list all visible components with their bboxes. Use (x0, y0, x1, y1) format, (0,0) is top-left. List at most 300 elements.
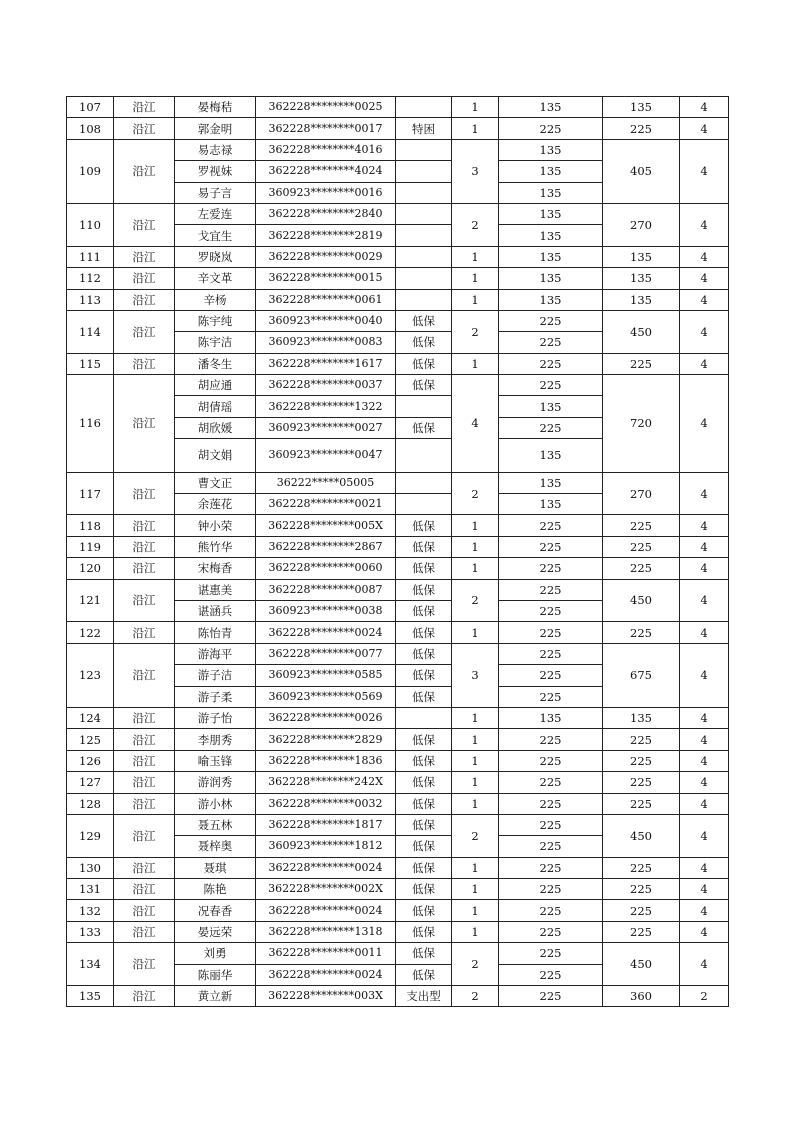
household-number-cell: 116 (67, 375, 114, 473)
household-size-cell: 1 (452, 353, 499, 374)
assistance-type-cell (396, 268, 452, 289)
member-name-cell: 谌惠美 (175, 579, 256, 600)
member-standard-cell: 135 (499, 139, 603, 160)
member-standard-cell: 135 (499, 707, 603, 728)
table-row (67, 622, 729, 643)
months-cell: 4 (680, 139, 729, 203)
member-standard-cell: 225 (499, 622, 603, 643)
assistance-type-cell: 支出型 (396, 986, 452, 1007)
household-total-cell: 225 (603, 622, 680, 643)
member-name-cell: 聂梓奥 (175, 836, 256, 857)
assistance-type-cell (396, 246, 452, 267)
table-row (67, 289, 729, 310)
months-cell: 4 (680, 750, 729, 771)
household-total-cell: 450 (603, 943, 680, 986)
table-row (67, 246, 729, 267)
member-name-cell: 辛文革 (175, 268, 256, 289)
assistance-type-cell (396, 225, 452, 246)
member-name-cell: 游子柔 (175, 686, 256, 707)
household-size-cell: 2 (452, 203, 499, 246)
member-name-cell: 况春香 (175, 900, 256, 921)
area-cell: 沿江 (114, 729, 175, 750)
assistance-type-cell: 低保 (396, 579, 452, 600)
id-number-cell: 362228********0026 (256, 707, 396, 728)
household-total-cell: 270 (603, 472, 680, 515)
member-standard-cell: 225 (499, 558, 603, 579)
area-cell: 沿江 (114, 289, 175, 310)
months-cell: 4 (680, 558, 729, 579)
table-row (67, 268, 729, 289)
household-total-cell: 225 (603, 793, 680, 814)
household-total-cell: 225 (603, 515, 680, 536)
member-standard-cell: 135 (499, 161, 603, 182)
member-standard-cell: 225 (499, 417, 603, 438)
household-total-cell: 675 (603, 643, 680, 707)
household-number-cell: 111 (67, 246, 114, 267)
household-size-cell: 2 (452, 310, 499, 353)
member-name-cell: 晏远荣 (175, 921, 256, 942)
id-number-cell: 362228********1318 (256, 921, 396, 942)
area-cell: 沿江 (114, 921, 175, 942)
member-standard-cell: 225 (499, 515, 603, 536)
household-number-cell: 133 (67, 921, 114, 942)
household-total-cell: 135 (603, 246, 680, 267)
area-cell: 沿江 (114, 643, 175, 707)
member-standard-cell: 225 (499, 353, 603, 374)
household-size-cell: 1 (452, 793, 499, 814)
household-number-cell: 118 (67, 515, 114, 536)
household-size-cell: 1 (452, 515, 499, 536)
household-total-cell: 225 (603, 750, 680, 771)
member-standard-cell: 135 (499, 268, 603, 289)
id-number-cell: 362228********242X (256, 772, 396, 793)
months-cell: 4 (680, 622, 729, 643)
assistance-type-cell: 低保 (396, 750, 452, 771)
id-number-cell: 362228********1817 (256, 814, 396, 835)
member-name-cell: 易子言 (175, 182, 256, 203)
member-name-cell: 罗晓岚 (175, 246, 256, 267)
assistance-type-cell: 低保 (396, 729, 452, 750)
household-number-cell: 109 (67, 139, 114, 203)
table-row (67, 986, 729, 1007)
household-total-cell: 135 (603, 289, 680, 310)
member-name-cell: 晏梅秸 (175, 97, 256, 118)
member-name-cell: 李朋秀 (175, 729, 256, 750)
member-standard-cell: 135 (499, 289, 603, 310)
member-standard-cell: 225 (499, 857, 603, 878)
assistance-type-cell: 低保 (396, 964, 452, 985)
area-cell: 沿江 (114, 793, 175, 814)
area-cell: 沿江 (114, 472, 175, 515)
member-standard-cell: 225 (499, 943, 603, 964)
id-number-cell: 362228********0024 (256, 900, 396, 921)
household-number-cell: 126 (67, 750, 114, 771)
member-name-cell: 黄立新 (175, 986, 256, 1007)
months-cell: 4 (680, 943, 729, 986)
member-name-cell: 聂琪 (175, 857, 256, 878)
table-row (67, 793, 729, 814)
member-name-cell: 易志禄 (175, 139, 256, 160)
relief-roster-table (66, 96, 729, 1007)
household-number-cell: 120 (67, 558, 114, 579)
table-row (67, 943, 729, 964)
months-cell: 4 (680, 921, 729, 942)
months-cell: 4 (680, 793, 729, 814)
household-number-cell: 108 (67, 118, 114, 139)
id-number-cell: 362228********4016 (256, 139, 396, 160)
area-cell: 沿江 (114, 986, 175, 1007)
member-standard-cell: 225 (499, 600, 603, 621)
household-size-cell: 1 (452, 246, 499, 267)
id-number-cell: 362228********0029 (256, 246, 396, 267)
table-row (67, 118, 729, 139)
household-number-cell: 128 (67, 793, 114, 814)
area-cell: 沿江 (114, 814, 175, 857)
id-number-cell: 360923********0047 (256, 439, 396, 472)
member-name-cell: 陈宇纯 (175, 310, 256, 331)
household-number-cell: 135 (67, 986, 114, 1007)
member-name-cell: 余莲花 (175, 494, 256, 515)
assistance-type-cell: 低保 (396, 772, 452, 793)
member-name-cell: 陈艳 (175, 879, 256, 900)
id-number-cell: 362228********0024 (256, 622, 396, 643)
id-number-cell: 362228********002X (256, 879, 396, 900)
area-cell: 沿江 (114, 900, 175, 921)
member-standard-cell: 225 (499, 643, 603, 664)
assistance-type-cell (396, 439, 452, 472)
member-standard-cell: 225 (499, 310, 603, 331)
member-standard-cell: 135 (499, 396, 603, 417)
months-cell: 4 (680, 268, 729, 289)
household-size-cell: 1 (452, 772, 499, 793)
area-cell: 沿江 (114, 139, 175, 203)
household-size-cell: 1 (452, 118, 499, 139)
household-total-cell: 225 (603, 729, 680, 750)
id-number-cell: 360923********0585 (256, 665, 396, 686)
id-number-cell: 362228********0024 (256, 857, 396, 878)
table-row (67, 772, 729, 793)
assistance-type-cell (396, 494, 452, 515)
member-name-cell: 曹文正 (175, 472, 256, 493)
months-cell: 4 (680, 814, 729, 857)
household-total-cell: 225 (603, 353, 680, 374)
id-number-cell: 360923********1812 (256, 836, 396, 857)
assistance-type-cell: 低保 (396, 515, 452, 536)
member-standard-cell: 225 (499, 986, 603, 1007)
table-row (67, 310, 729, 331)
table-row (67, 558, 729, 579)
assistance-type-cell (396, 203, 452, 224)
months-cell: 4 (680, 353, 729, 374)
household-size-cell: 2 (452, 943, 499, 986)
household-total-cell: 135 (603, 707, 680, 728)
assistance-type-cell: 特困 (396, 118, 452, 139)
months-cell: 4 (680, 97, 729, 118)
household-total-cell: 720 (603, 375, 680, 473)
assistance-type-cell: 低保 (396, 622, 452, 643)
id-number-cell: 360923********0040 (256, 310, 396, 331)
member-name-cell: 喻玉锋 (175, 750, 256, 771)
months-cell: 4 (680, 857, 729, 878)
member-name-cell: 谌涵兵 (175, 600, 256, 621)
household-total-cell: 225 (603, 857, 680, 878)
table-row (67, 536, 729, 557)
member-name-cell: 刘勇 (175, 943, 256, 964)
table-body (67, 97, 729, 1007)
months-cell: 4 (680, 289, 729, 310)
member-standard-cell: 225 (499, 686, 603, 707)
months-cell: 4 (680, 536, 729, 557)
table-row (67, 814, 729, 835)
household-size-cell: 1 (452, 289, 499, 310)
assistance-type-cell: 低保 (396, 665, 452, 686)
id-number-cell: 362228********0017 (256, 118, 396, 139)
months-cell: 4 (680, 472, 729, 515)
assistance-type-cell: 低保 (396, 643, 452, 664)
member-standard-cell: 225 (499, 332, 603, 353)
id-number-cell: 360923********0027 (256, 417, 396, 438)
id-number-cell: 362228********2840 (256, 203, 396, 224)
assistance-type-cell: 低保 (396, 417, 452, 438)
months-cell: 4 (680, 772, 729, 793)
id-number-cell: 362228********0024 (256, 964, 396, 985)
member-standard-cell: 135 (499, 182, 603, 203)
member-standard-cell: 225 (499, 964, 603, 985)
member-name-cell: 辛杨 (175, 289, 256, 310)
assistance-type-cell (396, 97, 452, 118)
household-number-cell: 107 (67, 97, 114, 118)
household-total-cell: 450 (603, 814, 680, 857)
member-name-cell: 胡文娟 (175, 439, 256, 472)
household-size-cell: 1 (452, 857, 499, 878)
household-number-cell: 129 (67, 814, 114, 857)
table-row (67, 579, 729, 600)
member-name-cell: 宋梅香 (175, 558, 256, 579)
area-cell: 沿江 (114, 353, 175, 374)
member-name-cell: 陈怡青 (175, 622, 256, 643)
member-standard-cell: 225 (499, 750, 603, 771)
household-number-cell: 112 (67, 268, 114, 289)
assistance-type-cell (396, 139, 452, 160)
member-name-cell: 郭金明 (175, 118, 256, 139)
household-size-cell: 1 (452, 268, 499, 289)
household-total-cell: 450 (603, 579, 680, 622)
assistance-type-cell: 低保 (396, 353, 452, 374)
household-size-cell: 3 (452, 643, 499, 707)
member-standard-cell: 225 (499, 921, 603, 942)
household-total-cell: 225 (603, 118, 680, 139)
assistance-type-cell: 低保 (396, 310, 452, 331)
member-standard-cell: 225 (499, 729, 603, 750)
member-name-cell: 胡倩瑶 (175, 396, 256, 417)
member-standard-cell: 225 (499, 836, 603, 857)
id-number-cell: 362228********0011 (256, 943, 396, 964)
household-number-cell: 121 (67, 579, 114, 622)
household-total-cell: 225 (603, 921, 680, 942)
area-cell: 沿江 (114, 750, 175, 771)
member-name-cell: 熊竹华 (175, 536, 256, 557)
household-number-cell: 115 (67, 353, 114, 374)
household-size-cell: 1 (452, 729, 499, 750)
table-row (67, 921, 729, 942)
household-size-cell: 2 (452, 472, 499, 515)
household-number-cell: 131 (67, 879, 114, 900)
member-name-cell: 游小林 (175, 793, 256, 814)
assistance-type-cell: 低保 (396, 536, 452, 557)
id-number-cell: 360923********0038 (256, 600, 396, 621)
table-row (67, 879, 729, 900)
id-number-cell: 362228********1836 (256, 750, 396, 771)
months-cell: 4 (680, 375, 729, 473)
assistance-type-cell: 低保 (396, 879, 452, 900)
household-total-cell: 360 (603, 986, 680, 1007)
id-number-cell: 36222*****05005 (256, 472, 396, 493)
household-size-cell: 1 (452, 536, 499, 557)
member-name-cell: 胡欣媛 (175, 417, 256, 438)
member-standard-cell: 135 (499, 225, 603, 246)
household-size-cell: 1 (452, 921, 499, 942)
area-cell: 沿江 (114, 707, 175, 728)
id-number-cell: 362228********2819 (256, 225, 396, 246)
table-row (67, 139, 729, 160)
id-number-cell: 360923********0083 (256, 332, 396, 353)
area-cell: 沿江 (114, 118, 175, 139)
household-number-cell: 114 (67, 310, 114, 353)
member-standard-cell: 135 (499, 439, 603, 472)
assistance-type-cell: 低保 (396, 900, 452, 921)
member-standard-cell: 225 (499, 665, 603, 686)
id-number-cell: 362228********4024 (256, 161, 396, 182)
assistance-type-cell: 低保 (396, 943, 452, 964)
household-number-cell: 117 (67, 472, 114, 515)
member-name-cell: 游子怡 (175, 707, 256, 728)
member-standard-cell: 225 (499, 772, 603, 793)
member-name-cell: 胡应通 (175, 375, 256, 396)
table-row (67, 707, 729, 728)
table-row (67, 97, 729, 118)
area-cell: 沿江 (114, 515, 175, 536)
household-number-cell: 132 (67, 900, 114, 921)
member-standard-cell: 225 (499, 900, 603, 921)
table-row (67, 643, 729, 664)
months-cell: 4 (680, 707, 729, 728)
assistance-type-cell (396, 707, 452, 728)
area-cell: 沿江 (114, 943, 175, 986)
household-total-cell: 225 (603, 772, 680, 793)
member-name-cell: 游子洁 (175, 665, 256, 686)
table-row (67, 900, 729, 921)
household-number-cell: 123 (67, 643, 114, 707)
assistance-type-cell: 低保 (396, 686, 452, 707)
assistance-type-cell (396, 472, 452, 493)
table-row (67, 353, 729, 374)
months-cell: 4 (680, 246, 729, 267)
months-cell: 4 (680, 900, 729, 921)
assistance-type-cell (396, 161, 452, 182)
household-number-cell: 110 (67, 203, 114, 246)
area-cell: 沿江 (114, 558, 175, 579)
months-cell: 4 (680, 515, 729, 536)
assistance-type-cell: 低保 (396, 600, 452, 621)
household-number-cell: 119 (67, 536, 114, 557)
months-cell: 2 (680, 986, 729, 1007)
household-size-cell: 2 (452, 814, 499, 857)
table-row (67, 203, 729, 224)
id-number-cell: 362228********005X (256, 515, 396, 536)
assistance-type-cell (396, 396, 452, 417)
member-name-cell: 陈丽华 (175, 964, 256, 985)
area-cell: 沿江 (114, 857, 175, 878)
household-size-cell: 3 (452, 139, 499, 203)
area-cell: 沿江 (114, 310, 175, 353)
household-size-cell: 1 (452, 879, 499, 900)
household-total-cell: 450 (603, 310, 680, 353)
area-cell: 沿江 (114, 579, 175, 622)
area-cell: 沿江 (114, 536, 175, 557)
id-number-cell: 362228********0032 (256, 793, 396, 814)
household-size-cell: 1 (452, 900, 499, 921)
area-cell: 沿江 (114, 246, 175, 267)
household-total-cell: 225 (603, 900, 680, 921)
months-cell: 4 (680, 879, 729, 900)
months-cell: 4 (680, 310, 729, 353)
member-name-cell: 罗视妹 (175, 161, 256, 182)
household-total-cell: 270 (603, 203, 680, 246)
area-cell: 沿江 (114, 622, 175, 643)
id-number-cell: 362228********0025 (256, 97, 396, 118)
assistance-type-cell (396, 289, 452, 310)
household-size-cell: 1 (452, 558, 499, 579)
member-name-cell: 游润秀 (175, 772, 256, 793)
id-number-cell: 362228********2867 (256, 536, 396, 557)
household-number-cell: 130 (67, 857, 114, 878)
household-number-cell: 125 (67, 729, 114, 750)
assistance-type-cell: 低保 (396, 857, 452, 878)
member-standard-cell: 135 (499, 246, 603, 267)
member-standard-cell: 225 (499, 814, 603, 835)
member-name-cell: 聂五林 (175, 814, 256, 835)
id-number-cell: 362228********0021 (256, 494, 396, 515)
id-number-cell: 362228********1617 (256, 353, 396, 374)
id-number-cell: 362228********003X (256, 986, 396, 1007)
household-size-cell: 1 (452, 622, 499, 643)
table-row (67, 750, 729, 771)
assistance-type-cell (396, 182, 452, 203)
member-standard-cell: 225 (499, 536, 603, 557)
table-row (67, 729, 729, 750)
household-size-cell: 1 (452, 707, 499, 728)
member-standard-cell: 225 (499, 793, 603, 814)
months-cell: 4 (680, 203, 729, 246)
member-standard-cell: 135 (499, 472, 603, 493)
area-cell: 沿江 (114, 375, 175, 473)
household-size-cell: 1 (452, 750, 499, 771)
member-standard-cell: 135 (499, 203, 603, 224)
assistance-type-cell: 低保 (396, 921, 452, 942)
member-name-cell: 左爱连 (175, 203, 256, 224)
household-number-cell: 122 (67, 622, 114, 643)
household-size-cell: 2 (452, 579, 499, 622)
assistance-type-cell: 低保 (396, 793, 452, 814)
household-size-cell: 1 (452, 97, 499, 118)
household-total-cell: 405 (603, 139, 680, 203)
member-name-cell: 游海平 (175, 643, 256, 664)
area-cell: 沿江 (114, 879, 175, 900)
table-row (67, 515, 729, 536)
member-standard-cell: 225 (499, 118, 603, 139)
id-number-cell: 362228********1322 (256, 396, 396, 417)
table-row (67, 857, 729, 878)
